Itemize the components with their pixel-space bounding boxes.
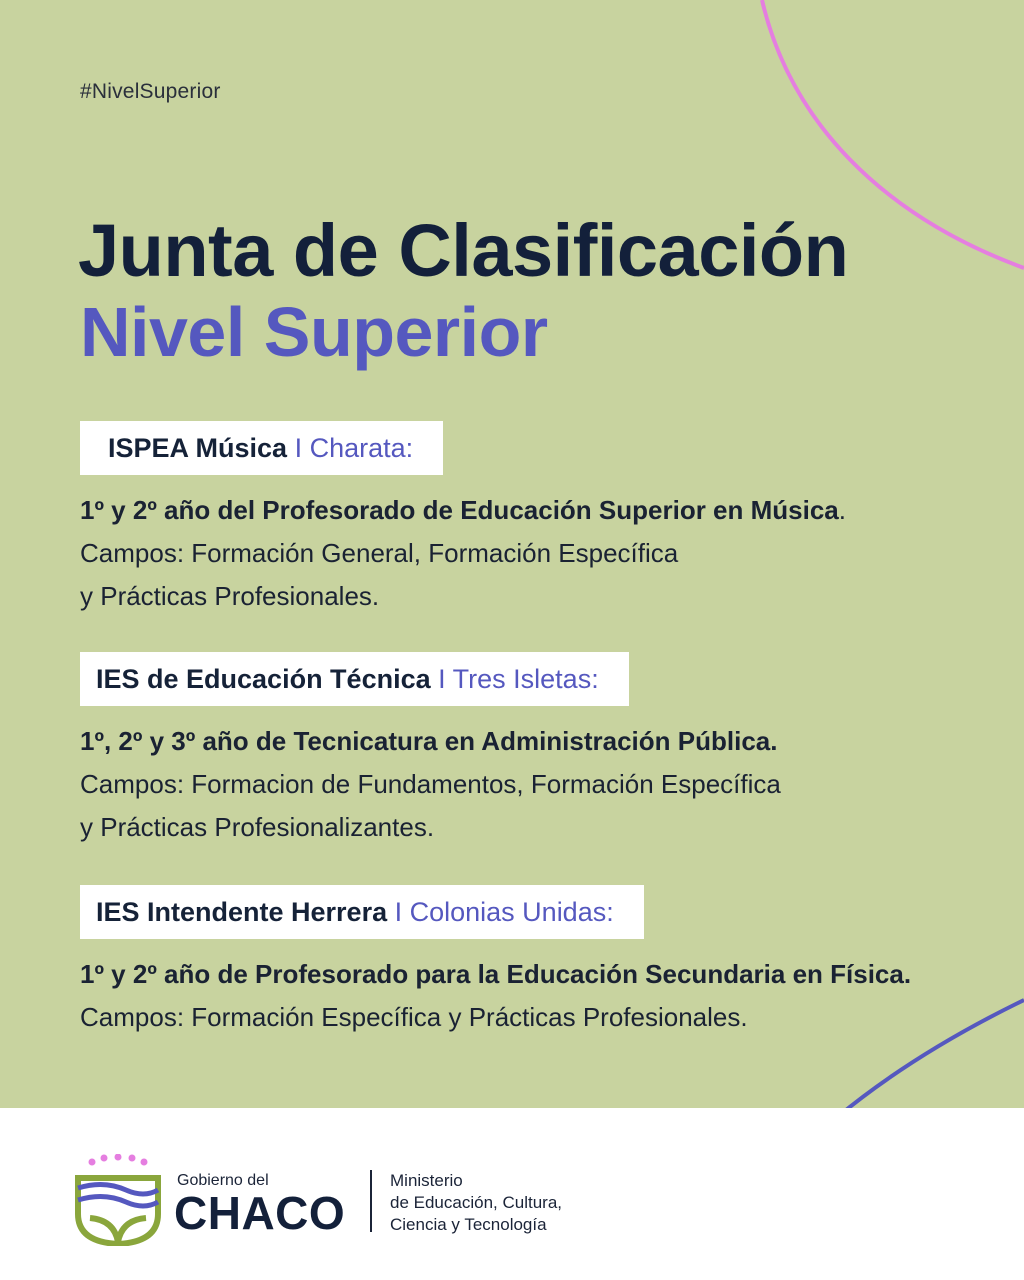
program-heading: 1º y 2º año de Profesorado para la Educación Secundaria en Física. xyxy=(80,959,912,989)
institution-location: I Charata: xyxy=(294,433,414,463)
fields-line: y Prácticas Profesionales. xyxy=(80,581,380,611)
hashtag-label: #NivelSuperior xyxy=(80,80,221,103)
gobierno-label: Gobierno del xyxy=(177,1172,269,1189)
chaco-government-logo-icon xyxy=(74,1154,162,1246)
institution-tag xyxy=(80,885,644,939)
page-title: Junta de Clasificación xyxy=(78,209,849,292)
section-ies-educacion-tecnica xyxy=(80,652,1000,849)
program-heading: 1º y 2º año del Profesorado de Educación Superior en Música xyxy=(80,495,839,525)
institution-name: IES de Educación Técnica xyxy=(96,664,431,694)
section-description xyxy=(80,720,1000,849)
fields-line: Campos: Formacion de Fundamentos, Formación Específica xyxy=(80,769,781,799)
ministry-line: Ciencia y Tecnología xyxy=(390,1215,547,1234)
section-description xyxy=(80,489,1000,618)
page-subtitle: Nivel Superior xyxy=(80,293,548,371)
ministry-name xyxy=(390,1170,562,1236)
institution-location: I Colonias Unidas: xyxy=(394,897,614,927)
fields-line: y Prácticas Profesionalizantes. xyxy=(80,812,435,842)
institution-name: IES Intendente Herrera xyxy=(96,897,388,927)
chaco-wordmark: CHACO xyxy=(174,1187,346,1239)
ministry-line: Ministerio xyxy=(390,1171,463,1190)
fields-line: Campos: Formación Específica y Prácticas Profesionales. xyxy=(80,1002,748,1032)
institution-tag xyxy=(80,652,629,706)
institution-tag xyxy=(80,421,443,475)
section-description xyxy=(80,953,1000,1039)
fields-line: Campos: Formación General, Formación Específica xyxy=(80,538,679,568)
institution-location: I Tres Isletas: xyxy=(438,664,599,694)
section-ispea-musica xyxy=(80,421,1000,618)
section-ies-intendente-herrera xyxy=(80,885,1000,1039)
program-heading: 1º, 2º y 3º año de Tecnicatura en Administración Pública. xyxy=(80,726,778,756)
ministry-line: de Educación, Cultura, xyxy=(390,1193,562,1212)
program-heading-suffix: . xyxy=(838,495,846,525)
footer-divider xyxy=(370,1170,372,1232)
institution-name: ISPEA Música xyxy=(108,433,288,463)
